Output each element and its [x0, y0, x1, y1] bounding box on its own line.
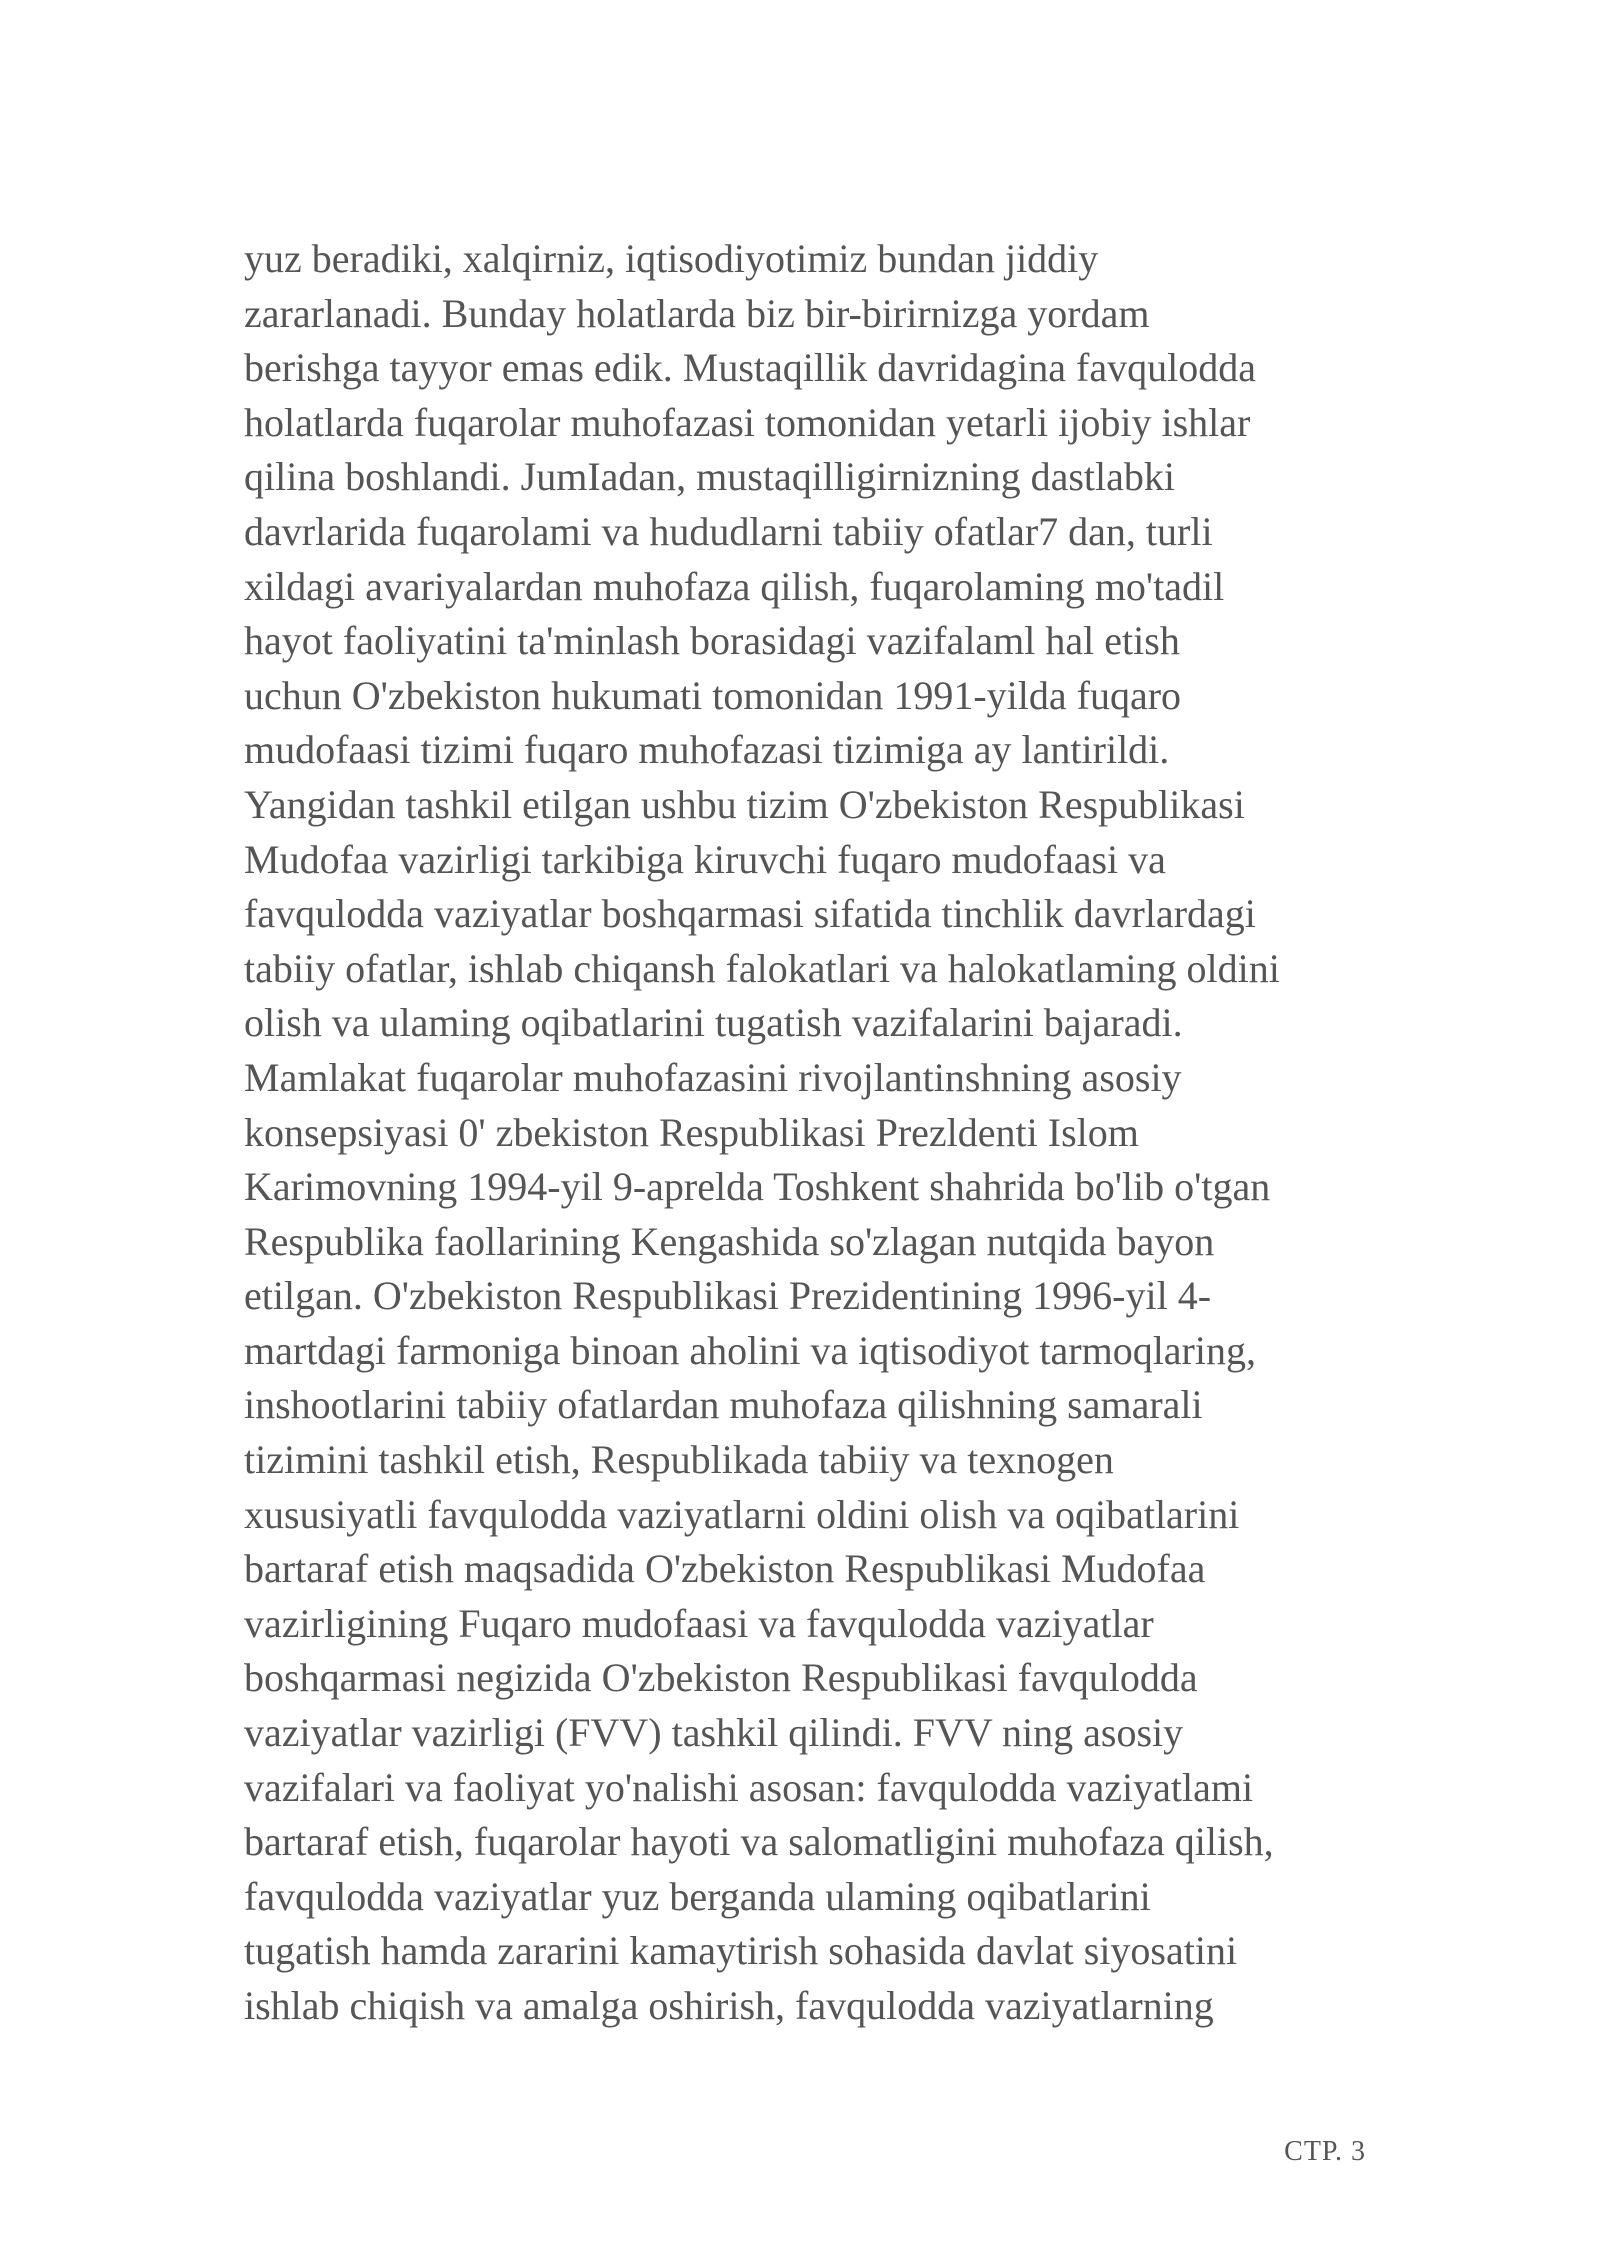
text-line: berishga tayyor emas edik. Mustaqillik davridagina favqulodda [244, 345, 1256, 391]
text-line: vaziyatlar vazirligi (FVV) tashkil qilindi. FVV ning asosiy [244, 1710, 1184, 1756]
text-line: vazirligining Fuqaro mudofaasi va favqulodda vaziyatlar [244, 1600, 1154, 1646]
text-line: boshqarmasi negizida O'zbekiston Respublikasi favqulodda [244, 1655, 1198, 1701]
text-line: favqulodda vaziyatlar boshqarmasi sifatida tinchlik davrlardagi [244, 891, 1256, 937]
text-line: inshootlarini tabiiy ofatlardan muhofaza qilishning samarali [244, 1382, 1203, 1428]
text-line: vazifalari va faoliyat yo'nalishi asosan: favqulodda vaziyatlami [244, 1764, 1254, 1810]
text-line: tugatish hamda zararini kamaytirish sohasida davlat siyosatini [244, 1928, 1238, 1974]
text-line: Mudofaa vazirligi tarkibiga kiruvchi fuqaro mudofaasi va [244, 836, 1166, 882]
text-line: Mamlakat fuqarolar muhofazasini rivojlantinshning asosiy [244, 1054, 1182, 1100]
text-line: favqulodda vaziyatlar yuz berganda ulaming oqibatlarini [244, 1873, 1151, 1919]
text-line: tizimini tashkil etish, Respublikada tabiiy va texnogen [244, 1437, 1114, 1483]
text-line: holatlarda fuqarolar muhofazasi tomonidan yetarli ijobiy ishlar [244, 399, 1251, 445]
text-line: ishlab chiqish va amalga oshirish, favqulodda vaziyatlarning [244, 1983, 1214, 2028]
text-line: zararlanadi. Bunday holatlarda biz bir-birirnizga yordam [244, 290, 1150, 336]
text-line: Respublika faollarining Kengashida so'zlagan nutqida bayon [244, 1218, 1215, 1264]
text-line: qilina boshlandi. JumIadan, mustaqilligirnizning dastlabki [244, 454, 1175, 500]
text-line: bartaraf etish maqsadida O'zbekiston Respublikasi Mudofaa [244, 1546, 1206, 1592]
text-line: xususiyatli favqulodda vaziyatlarni oldini olish va oqibatlarini [244, 1491, 1240, 1537]
text-line: mudofaasi tizimi fuqaro muhofazasi tizimiga ay lantirildi. [244, 727, 1170, 773]
text-line: tabiiy ofatlar, ishlab chiqansh falokatlari va halokatlaming oldini [244, 945, 1280, 991]
text-line: Yangidan tashkil etilgan ushbu tizim O'zbekiston Respublikasi [244, 781, 1245, 827]
text-line: uchun O'zbekiston hukumati tomonidan 1991-yilda fuqaro [244, 672, 1182, 718]
text-line: bartaraf etish, fuqarolar hayoti va salomatligini muhofaza qilish, [244, 1819, 1274, 1865]
text-line: konsepsiyasi 0' zbekiston Respublikasi Prezldenti Islom [244, 1109, 1139, 1155]
text-line: hayot faoliyatini ta'minlash borasidagi vazifalaml hal etish [244, 618, 1180, 664]
text-line: olish va ulaming oqibatlarini tugatish vazifalarini bajaradi. [244, 1000, 1183, 1046]
text-line: etilgan. O'zbekiston Respublikasi Prezidentining 1996-yil 4- [244, 1273, 1212, 1319]
text-line: yuz beradiki, xalqirniz, iqtisodiyotimiz bundan jiddiy [244, 236, 1099, 281]
body-paragraph [244, 232, 1404, 2034]
text-line: martdagi farmoniga binoan aholini va iqtisodiyot tarmoqlaring, [244, 1327, 1256, 1373]
text-line: Karimovning 1994-yil 9-aprelda Toshkent shahrida bo'lib o'tgan [244, 1164, 1271, 1210]
text-line: davrlarida fuqarolami va hududlarni tabiiy ofatlar7 dan, turli [244, 508, 1213, 554]
text-line: xildagi avariyalardan muhofaza qilish, fuqarolaming mo'tadil [244, 563, 1225, 609]
page-number: СТР. 3 [1284, 2136, 1366, 2167]
